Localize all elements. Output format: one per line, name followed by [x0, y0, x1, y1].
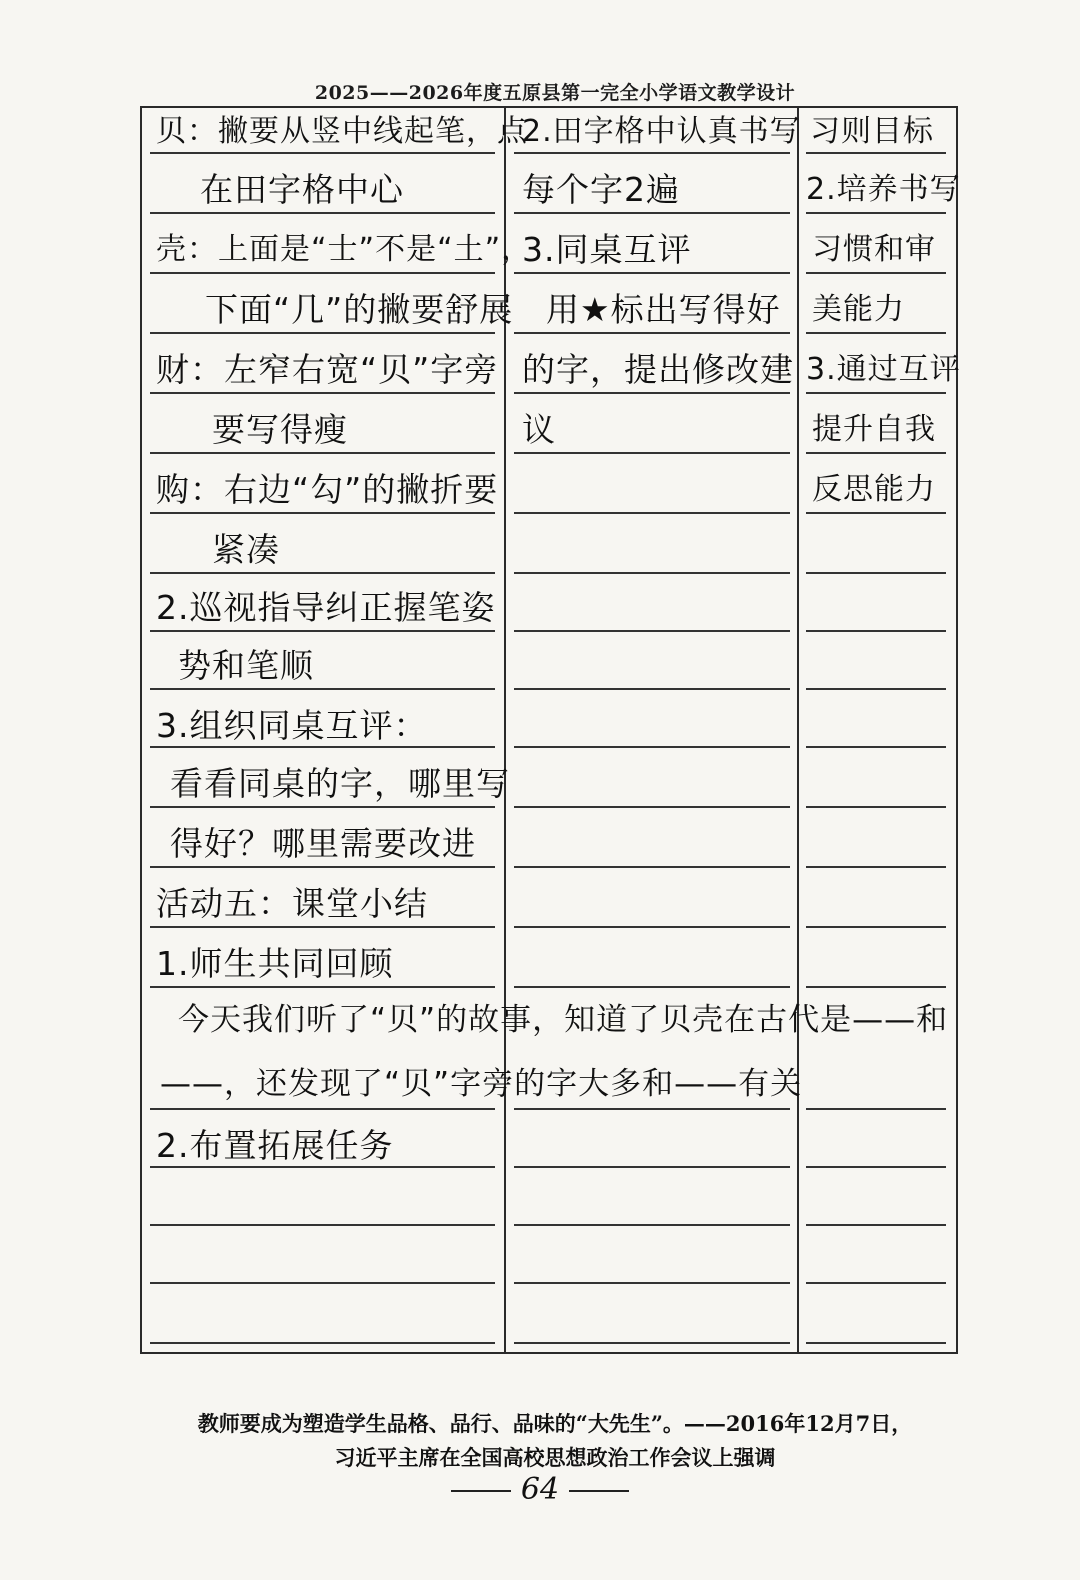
lesson-step-line: 1.师生共同回顾	[156, 944, 394, 983]
rule	[806, 392, 946, 394]
student-activity-line: 2.田字格中认真书写	[522, 114, 801, 149]
objective-line: 习则目标	[810, 114, 934, 149]
rule	[806, 746, 946, 748]
column-divider-2	[797, 106, 799, 1354]
rule	[150, 986, 495, 988]
rule	[150, 1224, 495, 1226]
rule	[514, 986, 790, 988]
rule	[806, 926, 946, 928]
rule	[514, 272, 790, 274]
rule	[806, 688, 946, 690]
rule	[150, 572, 495, 574]
lesson-step-line: 下面“几”的撇要舒展	[205, 290, 514, 329]
rule	[806, 332, 946, 334]
objective-line: 提升自我	[812, 412, 936, 447]
lesson-step-line: 势和笔顺	[178, 646, 314, 685]
rule	[150, 1282, 495, 1284]
rule	[514, 1166, 790, 1168]
rule	[150, 272, 495, 274]
rule	[514, 1224, 790, 1226]
student-activity-line: 3.同桌互评	[522, 230, 692, 269]
page-number	[420, 1472, 660, 1512]
lesson-step-line: 购：右边“勾”的撇折要	[156, 470, 499, 509]
rule	[150, 452, 495, 454]
lesson-step-line: 贝：撇要从竖中线起笔，点	[156, 114, 528, 149]
rule	[514, 688, 790, 690]
rule	[150, 332, 495, 334]
rule	[150, 512, 495, 514]
rule	[514, 512, 790, 514]
lesson-step-line: 活动五：课堂小结	[156, 884, 428, 923]
objective-line: 美能力	[812, 292, 905, 327]
footer-quote-line-1: 教师要成为塑造学生品格、品行、品味的“大先生”。——2016年12月7日，	[197, 1411, 913, 1436]
objective-line: 习惯和审	[812, 232, 936, 267]
rule	[806, 986, 946, 988]
lesson-step-line: 壳：上面是“士”不是“土”，	[156, 232, 533, 267]
rule	[150, 1342, 495, 1344]
rule	[806, 630, 946, 632]
student-activity-line: 每个字2遍	[522, 170, 680, 209]
rule	[806, 806, 946, 808]
objective-line: 2.培养书写	[806, 172, 961, 207]
rule	[514, 866, 790, 868]
rule	[514, 1282, 790, 1284]
rule	[806, 1282, 946, 1284]
rule	[150, 746, 495, 748]
rule	[150, 152, 495, 154]
rule	[150, 926, 495, 928]
rule	[806, 512, 946, 514]
rule	[150, 630, 495, 632]
rule	[150, 688, 495, 690]
rule	[806, 272, 946, 274]
rule	[150, 392, 495, 394]
student-activity-line: 议	[522, 410, 556, 449]
rule	[514, 1108, 790, 1110]
summary-line: ——，还发现了“贝”字旁的字大多和——有关	[160, 1066, 803, 1102]
lesson-step-line: 3.组织同桌互评：	[156, 706, 428, 745]
rule	[806, 1166, 946, 1168]
rule	[514, 746, 790, 748]
rule	[150, 866, 495, 868]
page-number-value: 64	[520, 1472, 560, 1507]
rule	[514, 152, 790, 154]
lesson-step-line: 财：左窄右宽“贝”字旁	[156, 350, 499, 389]
rule	[150, 1166, 495, 1168]
summary-line: 今天我们听了“贝”的故事，知道了贝壳在古代是——和	[178, 1002, 949, 1038]
rule	[806, 572, 946, 574]
rule	[514, 572, 790, 574]
rule	[514, 806, 790, 808]
lesson-step-line: 2.巡视指导纠正握笔姿	[156, 588, 496, 627]
rule	[806, 866, 946, 868]
student-activity-line: 的字，提出修改建	[522, 350, 794, 389]
rule	[514, 212, 790, 214]
rule	[514, 392, 790, 394]
rule	[514, 452, 790, 454]
lesson-step-line: 看看同桌的字，哪里写	[170, 764, 510, 803]
page-number-dash	[569, 1490, 629, 1492]
objective-line: 反思能力	[812, 472, 936, 507]
rule	[806, 452, 946, 454]
rule	[150, 1108, 495, 1110]
rule	[514, 926, 790, 928]
lesson-step-line: 2.布置拓展任务	[156, 1126, 394, 1165]
rule	[150, 212, 495, 214]
rule	[514, 630, 790, 632]
lesson-step-line: 紧凑	[212, 530, 280, 569]
footer-quote-line-2: 习近平主席在全国高校思想政治工作会议上强调	[334, 1445, 776, 1470]
lesson-step-line: 在田字格中心	[200, 170, 404, 209]
student-activity-line: 用★标出写得好	[546, 290, 781, 329]
page-number-dash	[451, 1490, 511, 1492]
rule	[806, 212, 946, 214]
rule	[806, 1108, 946, 1110]
rule	[806, 152, 946, 154]
rule	[806, 1342, 946, 1344]
objective-line: 3.通过互评	[806, 352, 961, 387]
lesson-step-line: 要写得瘦	[212, 410, 348, 449]
rule	[514, 332, 790, 334]
rule	[514, 1342, 790, 1344]
rule	[806, 1224, 946, 1226]
page-header: 2025——2026年度五原县第一完全小学语文教学设计	[314, 82, 796, 104]
rule	[150, 806, 495, 808]
lesson-step-line: 得好？哪里需要改进	[170, 824, 476, 863]
